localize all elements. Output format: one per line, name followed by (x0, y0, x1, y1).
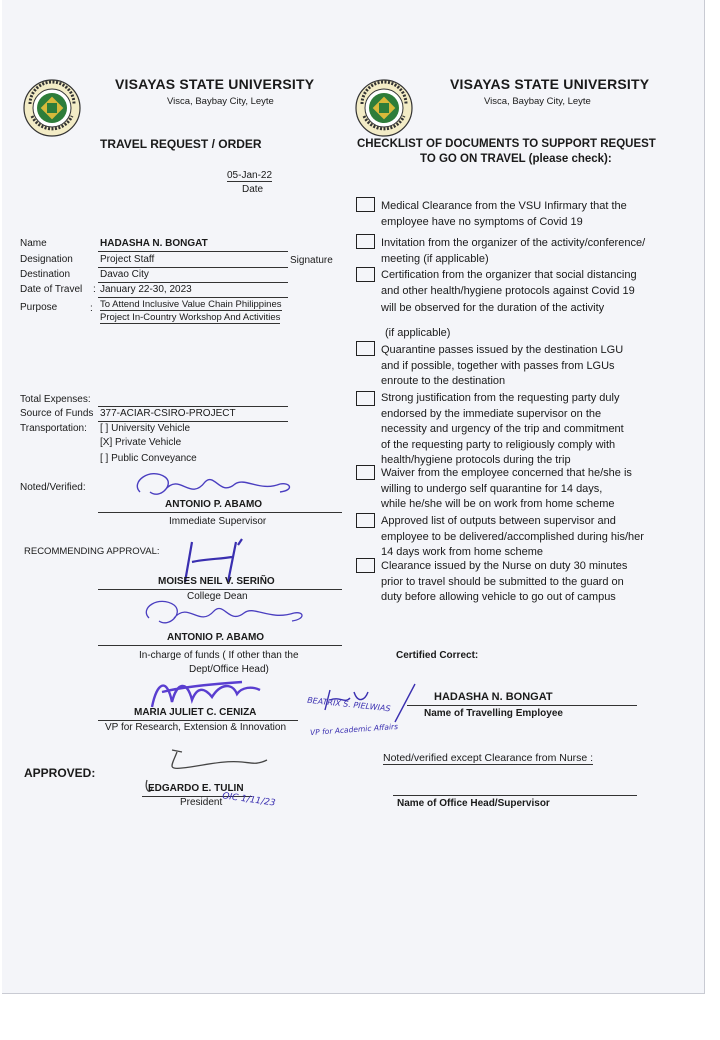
checkbox-invitation[interactable] (356, 234, 375, 249)
checkbox-medical-clearance[interactable] (356, 197, 375, 212)
left-university-name: VISAYAS STATE UNIVERSITY (115, 76, 315, 92)
source-of-funds-label: Source of Funds (20, 408, 94, 419)
checklist-item-strong-justification: Strong justification from the requesting party duly endorsed by the immediate supervisor on the necessity and urgency of the trip and commitment of the requesting party to religiously comply with health/hygiene protocols during the trip (381, 392, 624, 467)
funds-title-line-2: Dept/Office Head) (189, 664, 269, 675)
checklist-item-nurse-clearance: Clearance issued by the Nurse on duty 30 minutes prior to travel should be submitted to the guard on duty before allowing vehicle to go out of campus (381, 560, 628, 604)
name-value: HADASHA N. BONGAT (100, 238, 208, 249)
checklist-note-if-applicable: (if applicable) (385, 327, 451, 339)
document-page: VISAYAS STATE UNIVERSITY Visca, Baybay City, Leyte TRAVEL REQUEST / ORDER 05-Jan-22 Date Name HADASHA N. BONGAT Designation Project Staff Signature Destination Davao City Date of Travel : January 22-30, 2023 Purpose : To Attend Inclusive Value Chain Philippines Project In-Country Workshop And Activities Total Expenses: Source of Funds 377-ACIAR-CSIRO-PROJECT Transportation: [ ] University Vehicle [X] Private Vehicle [ ] Public Conveyance Noted/Verified: ANTONIO P. ABAMO Immediate Supervisor RECOMMENDING APPROVAL: MOISES NEIL V. SERIÑO College Dean ANTONIO P. ABAMO In-charge of funds ( If other than the Dept/Office Head) MARIA JULIET C. CENIZA VP for Research, Extension & Innovation BEATRIX S. PIELWIAS VP for Academic Affairs APPROVED: EDGARDO E. TULIN President OIC 1/11/23 VISAYAS STATE UNIVERSITY Visca, Baybay City, Leyte CHECKLIST OF DOCUMENTS TO SUPPORT REQUEST TO GO ON TRAVEL (please check): Medical Clearance from the VSU Infirmary that the employee have no symptoms of Covid 19 Invitation from the organizer of the activity/conference/ meeting (if applicable) Certification from the organizer that social distancing and other health/hygiene protocols against Covid 19 will be observed for the duration of the activity (if applicable) Quarantine passes issued by the destination LGU and if possible, together with passes from LGUs enroute to the destination Strong justification from the requesting party duly endorsed by the immediate supervisor on the necessity and urgency of the trip and commitment of the requesting party to religiously comply with health/hygiene protocols during the trip Waiver from the employee concerned that he/she is willing to undergo self quarantine for 14 days, while he/she will be on work from home scheme Approved list of outputs between supervisor and employee to be delivered/accomplished during his/her 14 days work from home scheme Clearance issued by the Nurse on duty 30 minutes prior to travel should be submitted to the guard on duty before allowing vehicle to go out of campus Certified Correct: HADASHA N. BONGAT Name of Travelling Employee Noted/verified except Clearance from Nurse : Name of Office Head/Supervisor (2, 0, 705, 994)
checklist-title-line-2: TO GO ON TRAVEL (please check): (420, 153, 612, 165)
funds-incharge-name: ANTONIO P. ABAMO (167, 632, 265, 643)
checkbox-quarantine-passes[interactable] (356, 341, 375, 356)
transportation-label: Transportation: (20, 423, 87, 434)
employee-name: HADASHA N. BONGAT (434, 691, 553, 703)
checklist-title-line-1: CHECKLIST OF DOCUMENTS TO SUPPORT REQUEST (357, 138, 656, 150)
president-title: President (180, 797, 223, 808)
president-name: EDGARDO E. TULIN (148, 783, 244, 794)
transport-option-public: [ ] Public Conveyance (100, 453, 197, 464)
date-value: 05-Jan-22 (227, 170, 273, 181)
name-label: Name (20, 238, 47, 249)
designation-value: Project Staff (100, 254, 155, 265)
checklist-item-invitation: Invitation from the organizer of the activity/conference/ meeting (if applicable) (381, 237, 646, 265)
university-seal-left (22, 78, 82, 138)
purpose-line-2: Project In-Country Workshop And Activities (100, 312, 281, 323)
university-seal-right (354, 78, 414, 138)
checklist-item-medical-clearance: Medical Clearance from the VSU Infirmary that the employee have no symptoms of Covid 19 (381, 200, 627, 228)
total-expenses-label: Total Expenses: (20, 394, 91, 405)
noted-except-nurse-label: Noted/verified except Clearance from Nurse : (383, 752, 594, 764)
date-of-travel-label: Date of Travel (20, 284, 83, 295)
source-of-funds-value: 377-ACIAR-CSIRO-PROJECT (100, 408, 236, 419)
funds-title-line-1: In-charge of funds ( If other than the (139, 650, 299, 661)
vp-research-name: MARIA JULIET C. CENIZA (134, 707, 257, 718)
travel-request-title: TRAVEL REQUEST / ORDER (100, 137, 262, 151)
approved-label: APPROVED: (24, 766, 96, 780)
supervisor-name: ANTONIO P. ABAMO (165, 499, 263, 510)
handwritten-vp-academic-name: BEATRIX S. PIELWIAS (306, 695, 391, 714)
checkbox-certification[interactable] (356, 267, 375, 282)
checkbox-approved-outputs[interactable] (356, 513, 375, 528)
purpose-line-1: To Attend Inclusive Value Chain Philippines (100, 299, 282, 310)
supervisor-title: Immediate Supervisor (169, 516, 267, 527)
checkbox-strong-justification[interactable] (356, 391, 375, 406)
checklist-item-quarantine-passes: Quarantine passes issued by the destination LGU and if possible, together with passes from LGUs enroute to the destination (381, 344, 624, 388)
right-university-name: VISAYAS STATE UNIVERSITY (450, 76, 650, 92)
left-address: Visca, Baybay City, Leyte (167, 96, 274, 107)
signature-vp-academic (320, 682, 420, 727)
employee-title: Name of Travelling Employee (424, 708, 563, 719)
checklist-item-certification: Certification from the organizer that social distancing and other health/hygiene protocols against Covid 19 will be observed for the duration of the activity (381, 269, 637, 315)
transport-option-university: [ ] University Vehicle (100, 423, 191, 434)
destination-label: Destination (20, 269, 71, 280)
right-address: Visca, Baybay City, Leyte (484, 96, 591, 107)
certified-correct-label: Certified Correct: (396, 650, 479, 661)
vp-research-title: VP for Research, Extension & Innovation (105, 722, 287, 733)
designation-label: Designation (20, 254, 73, 265)
date-of-travel-value: January 22-30, 2023 (100, 284, 192, 295)
date-label: Date (242, 184, 264, 195)
recommending-approval-label: RECOMMENDING APPROVAL: (24, 546, 160, 557)
dean-name: MOISES NEIL V. SERIÑO (158, 576, 275, 587)
purpose-label: Purpose (20, 302, 58, 313)
checklist-item-approved-outputs: Approved list of outputs between supervisor and employee to be delivered/accomplished during his/her 14 days work from home scheme (381, 515, 644, 559)
office-head-title: Name of Office Head/Supervisor (397, 798, 550, 809)
signature-label: Signature (290, 255, 333, 266)
checklist-item-waiver: Waiver from the employee concerned that he/she is willing to undergo self quarantine for 14 days, while he/she will be on work from home scheme (381, 467, 632, 511)
checkbox-nurse-clearance[interactable] (356, 558, 375, 573)
handwritten-oic-date: OIC 1/11/23 (221, 791, 277, 809)
handwritten-vp-academic-title: VP for Academic Affairs (309, 721, 399, 738)
transport-option-private: [X] Private Vehicle (100, 437, 182, 448)
destination-value: Davao City (100, 269, 149, 280)
checkbox-waiver[interactable] (356, 465, 375, 480)
noted-verified-label: Noted/Verified: (20, 482, 86, 493)
dean-title: College Dean (187, 591, 248, 602)
